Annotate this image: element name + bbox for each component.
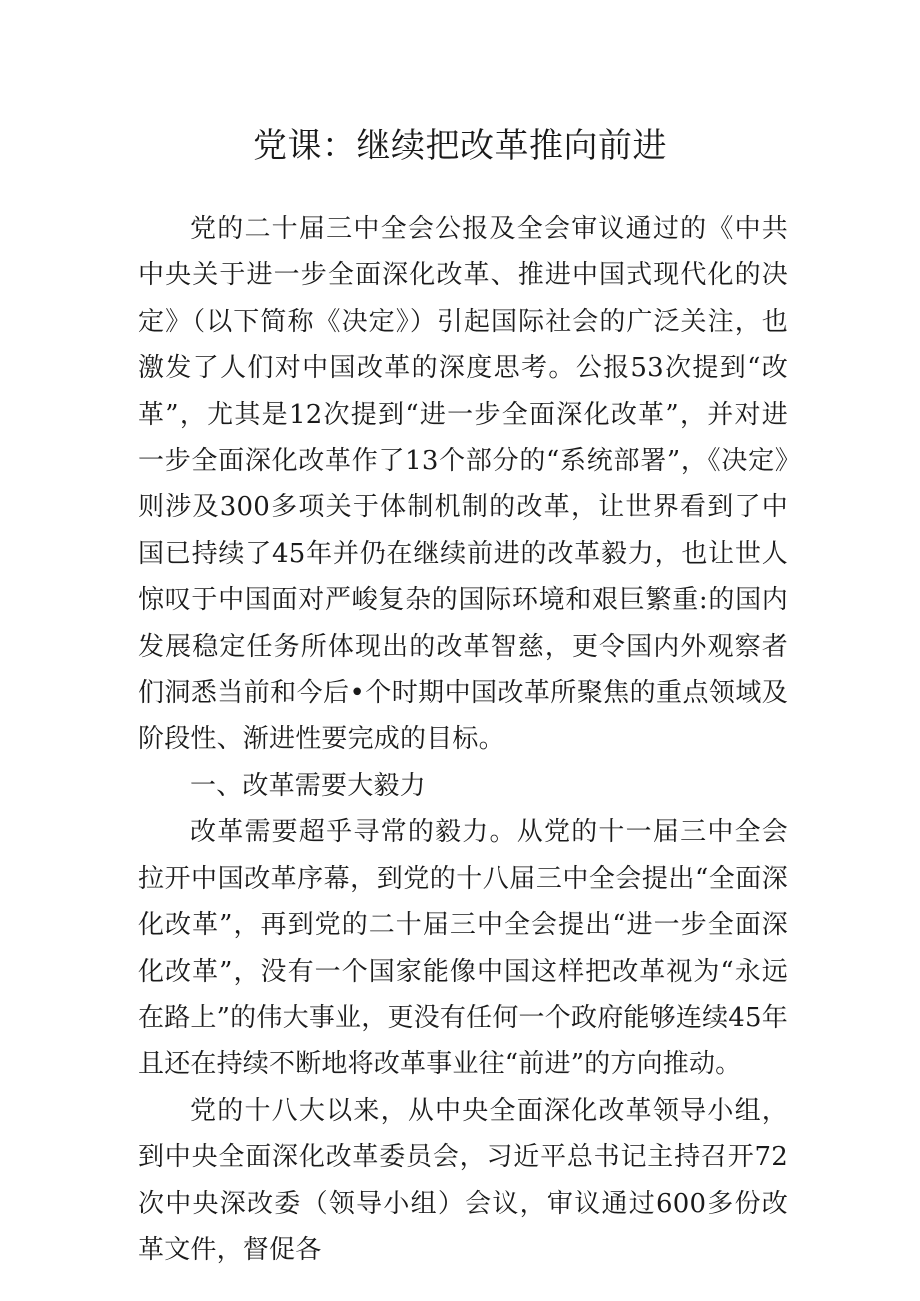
- paragraph-reform-perseverance: 改革需要超乎寻常的毅力。从党的十一届三中全会拉开中国改革序幕，到党的十八届三中全会提出“全面深化改革”，再到党的二十届三中全会提出“进一步全面深化改革”，没有一个国家能像中国这样把改革视为“永远在路上”的伟大事业，更没有任何一个政府能够连续45年且还在持续不断地将改革事业往“前进”的方向推动。: [138, 817, 788, 1080]
- paragraph-since-18th-congress: 党的十八大以来，从中央全面深化改革领导小组，到中央全面深化改革委员会，习近平总书记主持召开72次中央深改委（领导小组）会议，审议通过600多份改革文件，督促各: [138, 1095, 788, 1265]
- paragraph-intro: 党的二十届三中全会公报及全会审议通过的《中共中央关于进一步全面深化改革、推进中国式现代化的决定》（以下简称《决定》）引起国际社会的广泛关注，也激发了人们对中国改革的深度思考。公报53次提到“改革”，尤其是12次提到“进一步全面深化改革”，并对进一步全面深化改革作了13个部分的“系统部署”，《决定》则涉及300多项关于体制机制的改革，让世界看到了中国已持续了45年并仍在继续前进的改革毅力，也让世人惊叹于中国面对严峻复杂的国际环境和艰巨繁重:的国内发展稳定任务所体现出的改革智慈，更令国内外观察者们洞悉当前和今后•个时期中国改革所聚焦的重点领域及阶段性、渐进性要完成的目标。: [138, 214, 788, 755]
- document-title: 党课：继续把改革推向前进: [253, 126, 667, 166]
- document-body: [138, 206, 788, 1273]
- section-heading-1: 一、改革需要大毅力: [190, 770, 426, 801]
